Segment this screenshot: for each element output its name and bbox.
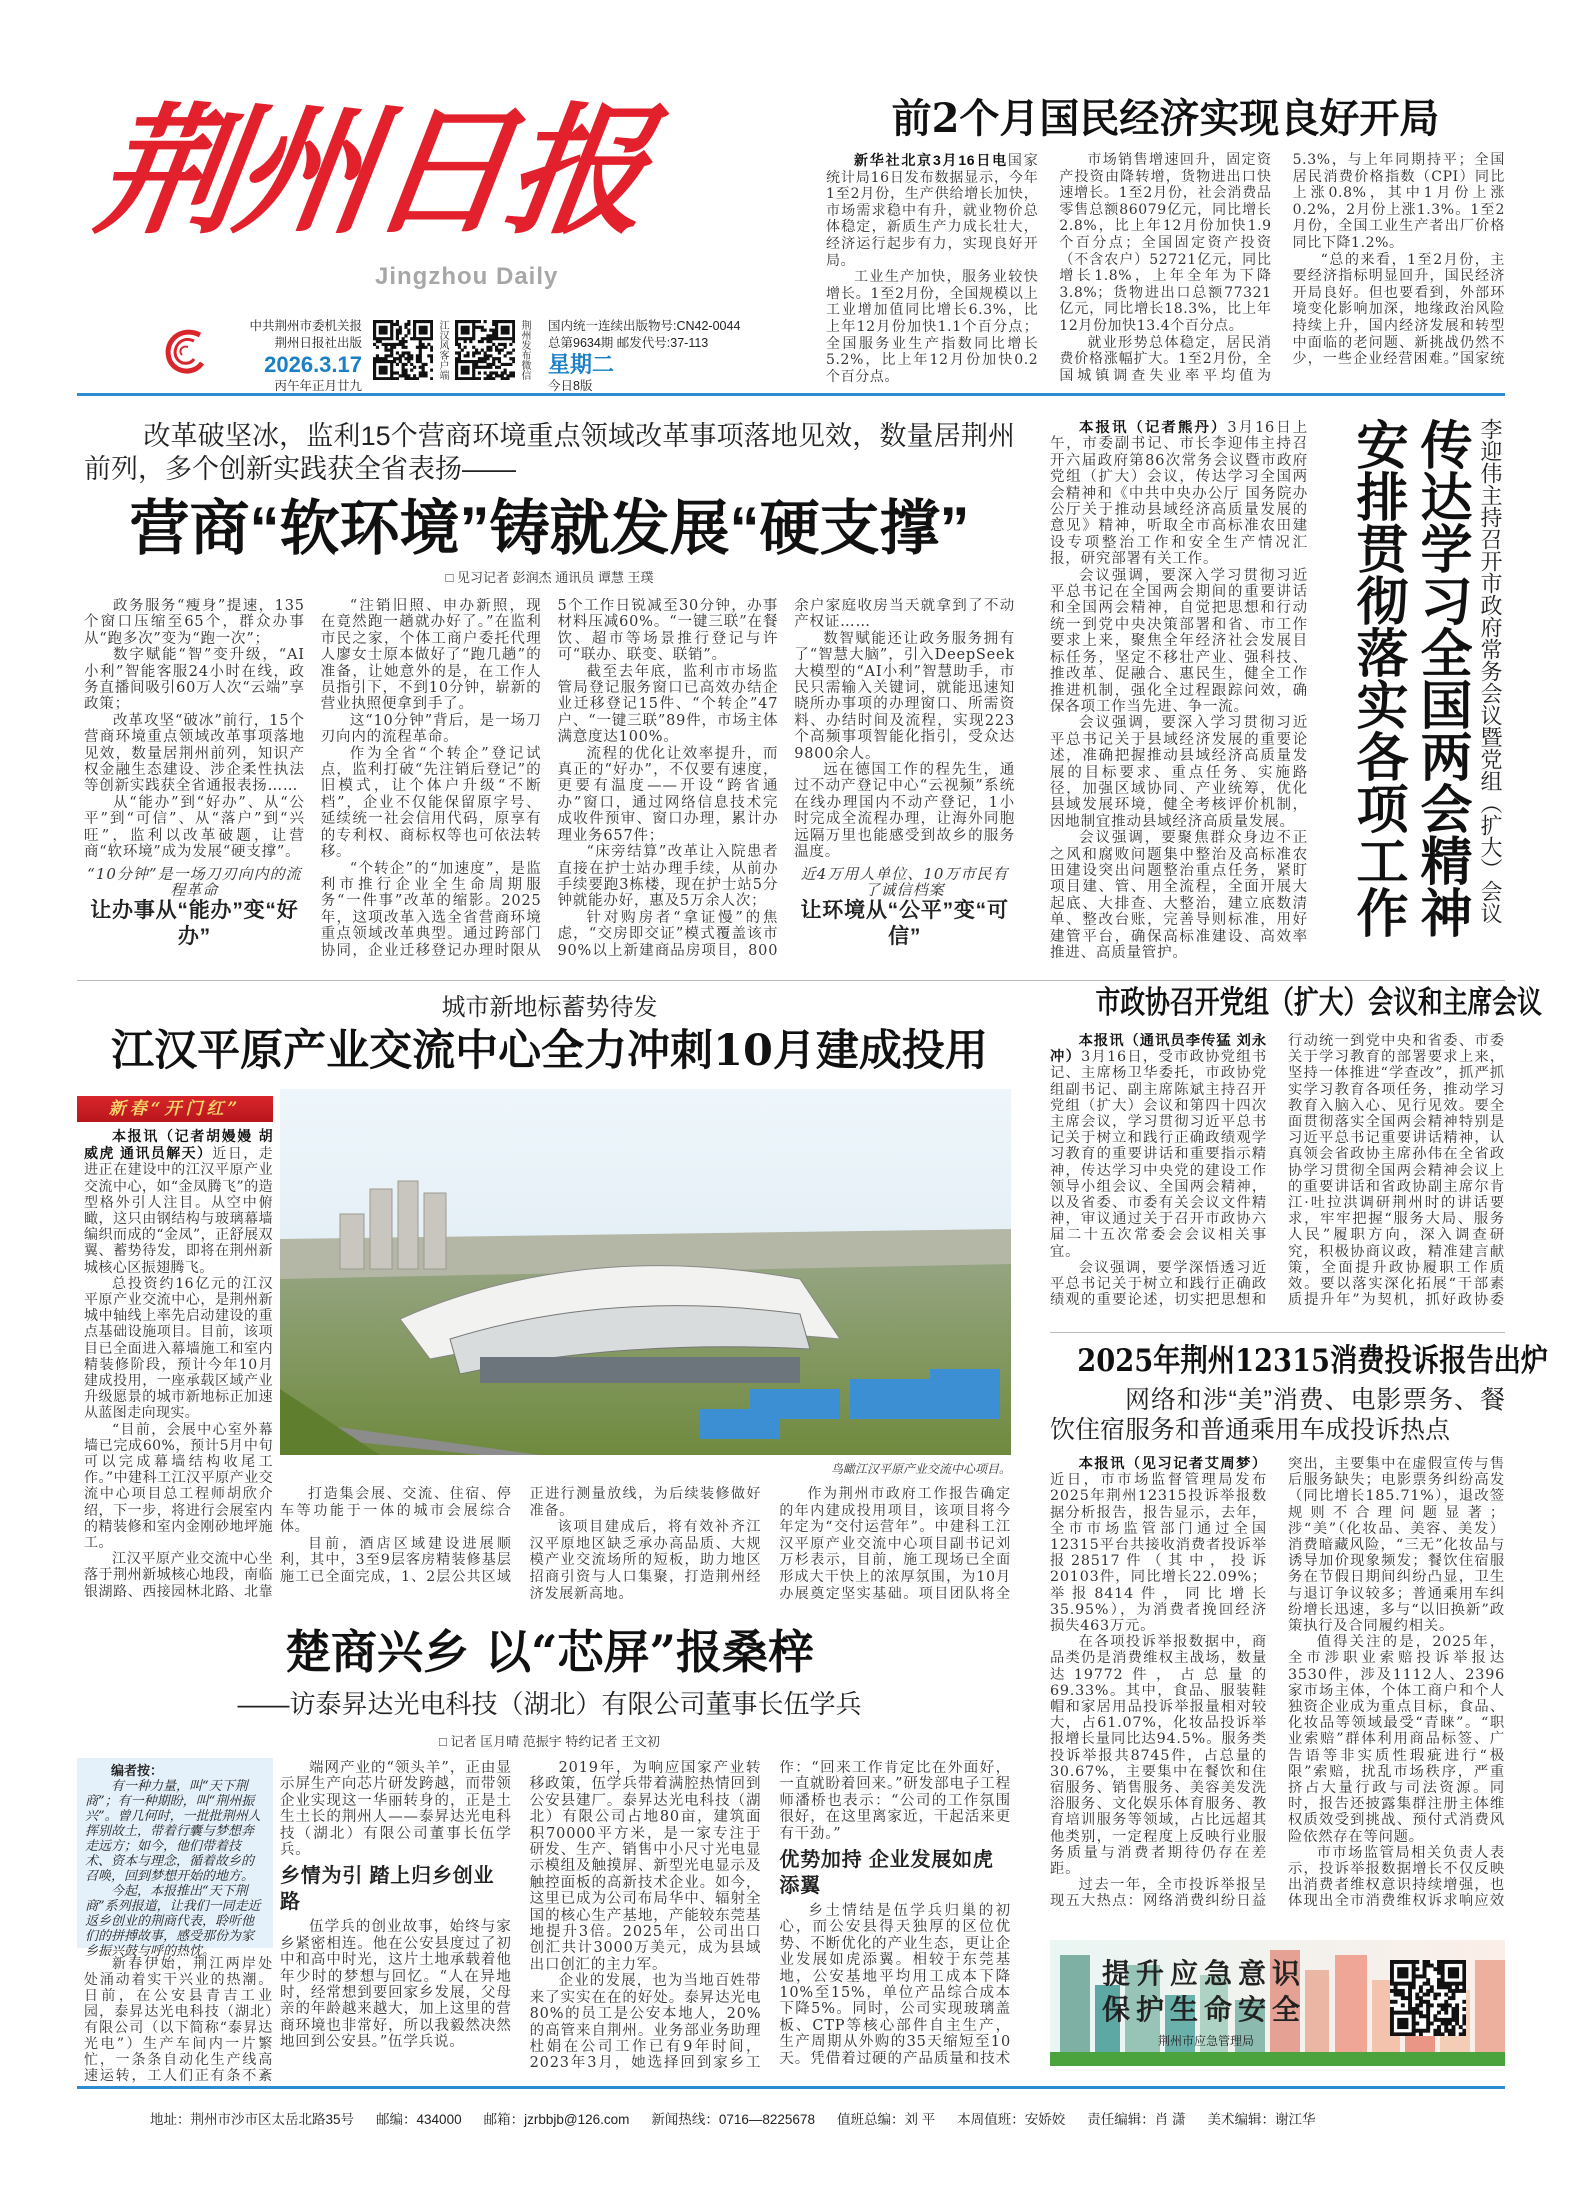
paragraph: 数智赋能还让政务服务拥有了“智慧大脑”，引入DeepSeek大模型的“AI小利”智慧助手，市民只需输入关键词，就能迅速知晓所办事项的办理窗口、所需资料、办结时间及流程，实现223个高频事项智能化指引，受众达9800余人。 bbox=[794, 630, 1015, 762]
construction-aerial-photo bbox=[280, 1089, 1011, 1455]
chushang-byline: □ 记者 匡月晴 范振宇 特约记者 王文初 bbox=[439, 1734, 660, 1749]
paragraph: 2019年，为响应国家产业转移政策，伍学兵带着满腔热情回到公安县建厂。泰昇达光电科技（湖北）有限公司占地80亩，建筑面积70000平方米，是一家专注于研发、生产、销售中小尺寸光电显示模组及触摸屏、新型光电显示及触控面板的高新技术企业。如今，这里已成为公司布局华中、辐射全国的核心生产基地，产能较东莞基地提升3倍。2025年，公司出口创汇共计3000万美元，成为县域出口创汇的主力军。 bbox=[529, 1760, 762, 1973]
qr-code-icon[interactable] bbox=[1390, 1960, 1466, 2036]
paragraph: 过去一年，全市投诉举报呈现五大热点：网络消费纠纷日益突出，主要集中在虚假宣传与售后服务缺失；电影票务纠纷高发（同比增长185.71%），退改签规则不合理问题显著；涉“美”（化妆品、美容、美发）消费暗藏风险，“三无”化妆品与诱导加价现象频发；餐饮住宿服务在节假日期间纠纷凸显，卫生与退订争议较多；普通乘用车纠纷增长迅速，多与“以旧换新”政策执行及合同履约相关。 bbox=[1050, 1456, 1505, 1910]
paragraph-text: 3月16日，受市政协党组书记、主席杨卫华委托，市政协党组副书记、副主席陈斌主持召开党组（扩大）会议和第四十四次主席会议，学习贯彻习近平总书记关于树立和践行正确政绩观学习教育的重要讲话和重要指示精神，传达学习中央党的建设工作领导小组会议、全国两会精神，以及省委、市委有关会议文件精神，审议通过关于召开市政协六届二十五次常委会会议相关事宜。 bbox=[1050, 1049, 1267, 1260]
paragraph: 针对购房者“拿证慢”的焦虑，“交房即交证”模式覆盖该市90%以上新建商品房项目，800余户家庭收房当天就拿到了不动产权证…… bbox=[557, 598, 1015, 959]
footer-item: 美术编辑：谢江华 bbox=[1207, 2112, 1316, 2127]
jianghan-kicker: 城市新地标蓄势待发 bbox=[441, 994, 658, 1021]
weekday: 星期二 bbox=[548, 352, 615, 377]
editor-note-box bbox=[77, 1758, 273, 1959]
business-headline[interactable]: 营商“软环境”铸就发展“硬支撑” bbox=[129, 495, 970, 562]
editor-note-paragraph: 今起，本报推出“天下荆商”系列报道，让我们一同走近返乡创业的荆商代表，聆听他们的拼搏故事，感受那份为家乡振兴鼓与呼的热忱。 bbox=[85, 1884, 261, 1959]
paragraph bbox=[1050, 420, 1308, 568]
business-kicker: 改革破坚冰，监利15个营商环境重点领域改革事项落地见效，数量居荆州前列，多个创新实践获全省表扬—— bbox=[84, 421, 1015, 484]
paragraph: 截至去年底，监利市市场监管局登记服务窗口已高效办结企业迁移登记15件、“个转企”47户、“一键三联”89件，市场主体满意度达100%。 bbox=[557, 663, 779, 746]
paragraph: “目前，会展中心室外幕墙已完成60%，预计5月中旬可以完成幕墙结构收尾工作。”中建科工江汉平原产业交流中心项目总工程师胡欣介绍，下一步，将进行会展室内的精装修和室内金刚砂地坪施工。 bbox=[84, 1421, 273, 1552]
paragraph: “总的来看，1至2月份，主要经济指标明显回升，国民经济开局良好。但也要看到，外部环境变化影响加深，地缘政治风险持续上升，国内经济发展和转型中面临的老问题、新挑战仍然不少，一些企业经营困难。”国家统 bbox=[1292, 251, 1505, 368]
footer-item: 邮箱：jzrbbjb@126.com bbox=[483, 2112, 630, 2127]
cn-number: 国内统一连续出版物号:CN42-0044 bbox=[548, 319, 741, 333]
subheading-title: 让环境从“公平”变“可信” bbox=[800, 899, 1009, 949]
paragraph: 会议强调，要学深悟透习近平总书记关于树立和践行正确政绩观的重要论述，切实把思想和行动统一到党中央和省委、市委关于学习教育的部署要求上来，坚持一体推进“学查改”，抓严抓实学习教育各项任务，推动学习教育入脑入心、见行见效。要全面贯彻落实全国两会精神特别是习近平总书记重要讲话精神，认真领会省政协主席孙伟在全省政协学习贯彻全国两会精神会议上的重要讲话和省政协副主席尔肯江·吐拉洪调研荆州时的讲话要求，牢牢把握“服务大局、服务人民”履职方向，深入调查研究，积极协商议政，精准建言献策，全面提升政协履职工作质效。要以落实深化拓展“干部素质提升年”为契机，抓好政协委 bbox=[1050, 1033, 1505, 1309]
jianghan-bottom-body bbox=[280, 1486, 1011, 1606]
subheading bbox=[280, 1863, 512, 1915]
logo-calligraphy: 荆州日报 bbox=[88, 90, 656, 254]
meeting-title-line: 安排贯彻落实各项工作 bbox=[1347, 418, 1408, 938]
paragraph-text: 近日，市市场监督管理局发布2025年荆州12315投诉举报数据分析报告，报告显示，去年，全市市场监管部门通过全国12315平台共接收消费者投诉举报28517件（其中，投诉20103件，同比增长22.09%；举报8414件，同比增长35.95%），为消费者挽回经济损失463万元。 bbox=[1050, 1472, 1267, 1635]
paragraph: 工业生产加快，服务业较快增长。1至2月份，全国规模以上工业增加值同比增长6.3%，比上年12月份加快1.1个百分点；全国服务业生产指数同比增长5.2%，比上年12月份加快0.2个百分点。 bbox=[826, 269, 1039, 385]
paragraph: 新春伊始，荆江两岸处处涌动着实干兴业的热潮。日前，在公安县青吉工业园，泰昇达光电科技（湖北）有限公司（以下简称“泰昇达光电”）生产车间内一片繁忙，一条条自动化生产线高速运转，工人们正有条不紊 bbox=[84, 1956, 273, 2084]
paragraph: “注销旧照、申办新照，现在竟然跑一趟就办好了。”在监利市民之家，个体工商户委托代理人廖女士原本做好了“跑几趟”的准备，让她意外的是，在工作人员指引下，不到10分钟，崭新的营业执照便拿到手了。 bbox=[320, 598, 542, 713]
footer-item: 责任编辑：肖 潇 bbox=[1087, 2112, 1186, 2127]
paragraph: 江汉平原产业交流中心坐落于荆州新城核心地段，南临银湖路、西接园林北路、北靠 bbox=[84, 1551, 273, 1600]
paragraph: 政务服务“瘦身”提速，135个窗口压缩至65个，群众办事从“跑多次”变为“跑一次”； bbox=[84, 598, 305, 647]
paragraph: 乡土情结是伍学兵归巢的初心，而公安县得天独厚的区位优势、不断优化的产业生态，更让企业发展如虎添翼。相较于东莞基地，公安基地平均用工成本下降10%至15%，单位产品综合成本下降5%。同时，公司实现玻璃盖板、CTP等核心部件自主生产，生产周期从外购的35天缩短至10天。凭借着过硬的产品质量和技术 bbox=[779, 1903, 1011, 2067]
footer-item: 地址：荆州市沙市区太岳北路35号 bbox=[150, 2112, 355, 2127]
ad-slogan bbox=[1102, 1956, 1306, 2028]
section-divider bbox=[1050, 1332, 1505, 1333]
paragraph: 端网产业的“领头羊”，正由显示屏生产向芯片研发跨越，而带领企业实现这一华丽转身的，正是土生土长的荆州人——泰昇达光电科技（湖北）有限公司董事长伍学兵。 bbox=[280, 1760, 512, 1859]
jianghan-left-body bbox=[84, 1128, 273, 1612]
paragraph: 总投资约16亿元的江汉平原产业交流中心，是荆州新城中轴线上率先启动建设的重点基础设施项目。目前，该项目已全面进入幕墙施工和室内精装修阶段，预计今年10月建成投用，一座承载区域产业升级愿景的城市新地标正加速从蓝图走向现实。 bbox=[84, 1275, 273, 1422]
paragraph: 作为荆州市政府工作报告确定的年内建成投用项目，该项目将今年定为“交付运营年”。中建科工江汉平原产业交流中心项目副书记刘万杉表示，目前，施工现场已全面形成大干快上的浓厚氛围，为10月办展奠定坚实基础。项目团队将全 bbox=[779, 1486, 1011, 1602]
subheading bbox=[84, 866, 305, 951]
subheading bbox=[794, 866, 1015, 951]
footer-divider bbox=[77, 2086, 1505, 2089]
paragraph: 改革攻坚“破冰”前行，15个营商环境重点领域改革事项落地见效，数量居荆州前列，知识产权金融生态建设、涉企柔性执法等创新实践获全省通报表扬…… bbox=[84, 712, 305, 795]
subheading-kicker: 近4万用人单位、10万市民有了诚信档案 bbox=[800, 864, 1009, 899]
subheading-title: 优势加持 企业发展如虎添翼 bbox=[779, 1849, 994, 1898]
business-body bbox=[84, 598, 1015, 970]
paragraph-text: 近日，走进正在建设中的江汉平原产业交流中心，如“金凤腾飞”的造型格外引人注目。从空中俯瞰，这只由钢结构与玻璃幕墙编织而成的“金凤”，正舒展双翼、蓄势待发，即将在荆州新城核心区振翅腾飞。 bbox=[84, 1146, 273, 1276]
jianghan-headline[interactable]: 江汉平原产业交流中心全力冲刺10月建成投用 bbox=[111, 1026, 988, 1076]
paragraph: 市市场监管局相关负责人表示，投诉举报数据增长不仅反映出消费者维权意识持续增强，也体现出全市消费维权诉求响应效 bbox=[1288, 1844, 1505, 1910]
lead-dateline: 本报讯（记者熊丹） bbox=[1079, 420, 1228, 436]
editor-note-paragraph: 有一种力量，叫“天下荆商”；有一种期盼，叫“荆州振兴”。曾几何时，一批批荆州人挥别故土，带着行囊与梦想奔走远方；如今，他们带着技术、资本与理念，循着故乡的召唤，回到梦想开始的地方。 bbox=[85, 1779, 261, 1884]
swirl-emblem-icon bbox=[160, 325, 212, 377]
photo-caption: 鸟瞰江汉平原产业交流中心项目。 bbox=[830, 1462, 1011, 1476]
qr-label: 荆州发布微信 bbox=[519, 320, 530, 380]
subheading-kicker: “10分钟”是一场刀刃向内的流程革命 bbox=[87, 864, 302, 899]
paragraph-text: 3月16日上午，市委副书记、市长李迎伟主持召开六届政府第86次常务会议暨市政府党组（扩大）会议，传达学习全国两会精神和《中共中央办公厅 国务院办公厅关于推动县域经济高质量发展的意见》精神，听取全市高标准农田建设专项整治工作和安全生产情况汇报，研究部署有关工作。 bbox=[1050, 420, 1308, 568]
qr-code-icon[interactable] bbox=[455, 320, 515, 380]
paragraph: 该项目建成后，将有效补齐江汉平原地区缺乏承办高品质、大规模产业交流场所的短板，助力地区招商引资与人口集聚，打造荆州经济发展新高地。 bbox=[529, 1519, 762, 1602]
header-divider bbox=[77, 393, 1505, 396]
safety-ad-banner[interactable] bbox=[1050, 1940, 1505, 2066]
chushang-subtitle: ——访泰昇达光电科技（湖北）有限公司董事长伍学兵 bbox=[237, 1689, 862, 1719]
paragraph: 市场销售增速回升，固定资产投资由降转增，货物进出口快速增长。1至2月份，社会消费品零售总额86079亿元，同比增长2.8%，比上年12月份加快1.9个百分点；全国固定资产投资（不含农户）52721亿元，同比增长1.8%，上年全年为下降3.8%；货物进出口总额77321亿元，同比增长18.3%，比上年12月份加快13.4个百分点。 bbox=[1059, 152, 1272, 334]
paragraph bbox=[826, 152, 1038, 269]
lead-dateline: 本报讯（见习记者艾周梦） bbox=[1078, 1456, 1267, 1472]
lead-dateline: 本报讯（通讯员李传猛 刘永冲） bbox=[1050, 1033, 1267, 1066]
paragraph: 企业的发展，也为当地百姓带来了实实在在的好处。泰昇达光电80%的员工是公安本地人，20%的高管来自荆州。业务部业务助理杜娟在公司工作已有9年时间，2023年3月，她选择回到家乡工作：“回来工作肯定比在外面好，一直就盼着回来。”研发部电子工程师潘桥也表示：“公司的工作氛围很好，在这里离家近，干起活来更有干劲。” bbox=[529, 1760, 1011, 2072]
paragraph bbox=[84, 1128, 273, 1276]
paragraph-text: 国家统计局16日发布数据显示，今年1至2月份，生产供给增长加快，市场需求稳中有升，就业物价总体稳定，新质生产力成长壮大，经济运行起步有力，实现良好开局。 bbox=[826, 153, 1039, 269]
paragraph: 流程的优化让效率提升，而真正的“好办”，不仅要有速度，更要有温度——开设“跨省通办”窗口，通过网络信息技术完成收件预审、窗口办理，累计办理业务657件； bbox=[557, 745, 779, 844]
meeting-body bbox=[1050, 420, 1308, 968]
paragraph: 在各项投诉举报数据中，商品类仍是消费维权主战场，数量达19772件，占总量的69.33%。其中，食品、服装鞋帽和家居用品投诉举报量相对较大，占61.07%，化妆品投诉举报增长量同比达94.5%。服务类投诉举报共8745件，占总量的30.67%，主要集中在餐饮和住宿服务、销售服务、美容美发洗浴服务、文化娱乐体育服务、教育培训服务等领域，占比远超其他类别，一定程度上反映行业服务质量与消费者期待仍存在差距。 bbox=[1050, 1634, 1267, 1878]
publisher-line: 中共荆州市委机关报 bbox=[249, 319, 362, 333]
consumer-body bbox=[1050, 1456, 1505, 1914]
chushang-left-body bbox=[84, 1956, 273, 2084]
lunar-date: 丙午年正月廿九 bbox=[274, 379, 362, 393]
publisher-line: 荆州日报社出版 bbox=[274, 336, 362, 350]
issue-number: 总第9634期 邮发代号:37-113 bbox=[548, 336, 709, 350]
paragraph: 打造集会展、交流、住宿、停车等功能于一体的城市会展综合体。 bbox=[280, 1486, 512, 1536]
cppcc-body bbox=[1050, 1033, 1505, 1323]
top-news-body bbox=[826, 152, 1505, 386]
paragraph: “床旁结算”改革让入院患者直接在护士站办理手续，从前办手续要跑3栋楼，现在护士站5分钟就能办好，惠及5万余人次； bbox=[557, 844, 779, 910]
paragraph: 会议强调，要深入学习贯彻习近平总书记在全国两会期间的重要讲话和全国两会精神，自觉把思想和行动统一到党中央决策部署和省、市工作要求上来，聚焦全年经济社会发展目标任务，坚定不移壮产业、强科技、推改革、促融合、惠民生，健全工作推进机制，强化全过程跟踪问效，确保各项工作当先进、争一流。 bbox=[1050, 567, 1308, 715]
paragraph: “个转企”的“加速度”，是监利市推行企业全生命周期服务“一件事”改革的缩影。2025年，这项改革入选全省营商环境重点领域改革典型。通过跨部门协同，企业迁移登记办理时限从5个工作日锐减至30分钟，办事材料压减60%。“一键三联”在餐饮、超市等场景推行登记与许可“联办、联变、联销”。 bbox=[320, 598, 779, 959]
top-news-headline[interactable]: 前2个月国民经济实现良好开局 bbox=[891, 95, 1440, 142]
paragraph: 会议强调，要深入学习贯彻习近平总书记关于县域经济发展的重要论述，准确把握推动县域经济高质量发展的目标要求、重点任务、实施路径，加强区域协同、产业统筹，优化县域发展环境，健全考核评价机制，因地制宜推动县域经济高质量发展。 bbox=[1050, 715, 1308, 830]
editor-note-title: 编者按： bbox=[111, 1764, 164, 1779]
paragraph: 会议强调，要聚焦群众身边不正之风和腐败问题集中整治及高标准农田建设突出问题整治重点任务，紧盯项目建、管、用全流程，全面开展大起底、大排查、大整治，建立底数清单、整改台账，完善导则标准，用好建管平台，确保高标准建设、高效率推进、高质量管护。 bbox=[1050, 830, 1308, 961]
subheading bbox=[779, 1847, 1011, 1899]
meeting-title-line: 传达学习全国两会精神 bbox=[1411, 418, 1472, 938]
cppcc-headline[interactable]: 市政协召开党组（扩大）会议和主席会议 bbox=[1095, 985, 1542, 1021]
ad-sponsor: 荆州市应急管理局 bbox=[1158, 2034, 1255, 2048]
paragraph bbox=[1050, 1033, 1267, 1260]
paragraph bbox=[1050, 1456, 1267, 1634]
section-tag: 新春“开门红” bbox=[77, 1096, 273, 1122]
chushang-body bbox=[280, 1760, 1011, 2082]
issue-date: 2026.3.17 bbox=[264, 352, 362, 377]
publication-info bbox=[548, 318, 740, 395]
business-byline: □ 见习记者 彭润杰 通讯员 谭慧 王璞 bbox=[445, 570, 654, 585]
footer-item: 本周值班：安娇姣 bbox=[957, 2112, 1066, 2127]
footer-item: 新闻热线：0716—8225678 bbox=[651, 2112, 815, 2127]
footer-item: 邮编：434000 bbox=[376, 2112, 462, 2127]
section-divider bbox=[77, 980, 1505, 981]
paragraph: 值得关注的是，2025年，全市涉职业索赔投诉举报达3530件，涉及1112人、2396家市场主体，个体工商户和个人独资企业成为重点目标，食品、化妆品等领域最受“青睐”。“职业索赔”群体利用商品标签、广告语等非实质性瑕疵进行“极限”索赔，扰乱市场秩序，严重挤占大量行政与司法资源。同时，报告还披露集群注册主体维权质效受到挑战、预付式消费风险依然存在等问题。 bbox=[1288, 1634, 1505, 1845]
publisher-info bbox=[222, 318, 362, 395]
newspaper-logo bbox=[88, 90, 730, 302]
lead-dateline: 本报讯（记者胡嫚嫚 胡威虎 通讯员解天） bbox=[84, 1128, 273, 1162]
footer-info bbox=[150, 2108, 1450, 2128]
footer-item: 值班总编：刘 平 bbox=[836, 2112, 936, 2127]
chushang-headline[interactable]: 楚商兴乡 以“芯屏”报桑梓 bbox=[285, 1625, 814, 1679]
subheading-title: 让办事从“能办”变“好办” bbox=[90, 899, 299, 949]
consumer-subtitle: 网络和涉“美”消费、电影票务、餐饮住宿服务和普通乘用车成投诉热点 bbox=[1050, 1386, 1505, 1444]
ad-slogan-line: 保护生命安全 bbox=[1102, 1993, 1307, 2026]
paragraph: 这“10分钟”背后，是一场刀刃向内的流程革命。 bbox=[320, 712, 542, 746]
paragraph: 目前，酒店区域建设进展顺利，其中，3至9层客房精装修基层施工已全面完成，1、2层公共区域正进行测量放线，为后续装修做好准备。 bbox=[280, 1486, 762, 1585]
lead-dateline: 新华社北京3月16日电 bbox=[854, 152, 1008, 168]
paragraph: 从“能办”到“好办”、从“公平”到“可信”、从“落户”到“兴旺”，监利以改革破题，让营商“软环境”成为发展“硬支撑”。 bbox=[84, 794, 305, 861]
page-count: 今日8版 bbox=[548, 379, 593, 393]
paragraph: 伍学兵的创业故事，始终与家乡紧密相连。他在公安县度过了初中和高中时光，这片土地承载着他年少时的梦想与回忆。“人在异地时，经常想到要回家乡发展，父母亲的年龄越来越大，加上这里的营商环境也非常好，所以我毅然决然地回到公安县。”伍学兵说。 bbox=[280, 1919, 512, 2051]
subheading-title: 乡情为引 踏上归乡创业路 bbox=[280, 1865, 495, 1914]
ad-slogan-line: 提升应急意识 bbox=[1102, 1957, 1307, 1990]
consumer-headline[interactable]: 2025年荆州12315消费投诉报告出炉 bbox=[1077, 1343, 1549, 1379]
logo-english: Jingzhou Daily bbox=[375, 263, 559, 290]
paragraph: 数字赋能“智”变升级，“AI小利”智能客服24小时在线，政务直播间吸引60万人次“云端”享政策； bbox=[84, 647, 305, 713]
paragraph: 远在德国工作的程先生，通过不动产登记中心“云视频”系统在线办理国内不动产登记，1小时完成全流程办理，让海外同胞远隔万里也能感受到故乡的服务温度。 bbox=[794, 762, 1015, 861]
qr-label: 江汉风客户端 bbox=[437, 320, 448, 380]
meeting-headline[interactable] bbox=[1318, 418, 1505, 973]
meeting-kicker: 李迎伟主持召开市政府常务会议暨党组（扩大）会议 bbox=[1478, 418, 1503, 924]
paragraph: 作为全省“个转企”登记试点，监利打破“先注销后登记”的旧模式，让个体户升级“不断档”，企业不仅能保留原字号、延续统一社会信用代码，原享有的专利权、商标权等也可依法转移。 bbox=[320, 745, 542, 861]
qr-code-icon[interactable] bbox=[373, 320, 433, 380]
paragraph: 就业形势总体稳定，居民消费价格涨幅扩大。1至2月份，全国城镇调查失业率平均值为5.3%，与上年同期持平；全国居民消费价格指数（CPI）同比上涨0.8%，其中1月份上涨0.2%，2月份上涨1.3%。1至2月份，全国工业生产者出厂价格同比下降1.2%。 bbox=[1059, 152, 1505, 384]
